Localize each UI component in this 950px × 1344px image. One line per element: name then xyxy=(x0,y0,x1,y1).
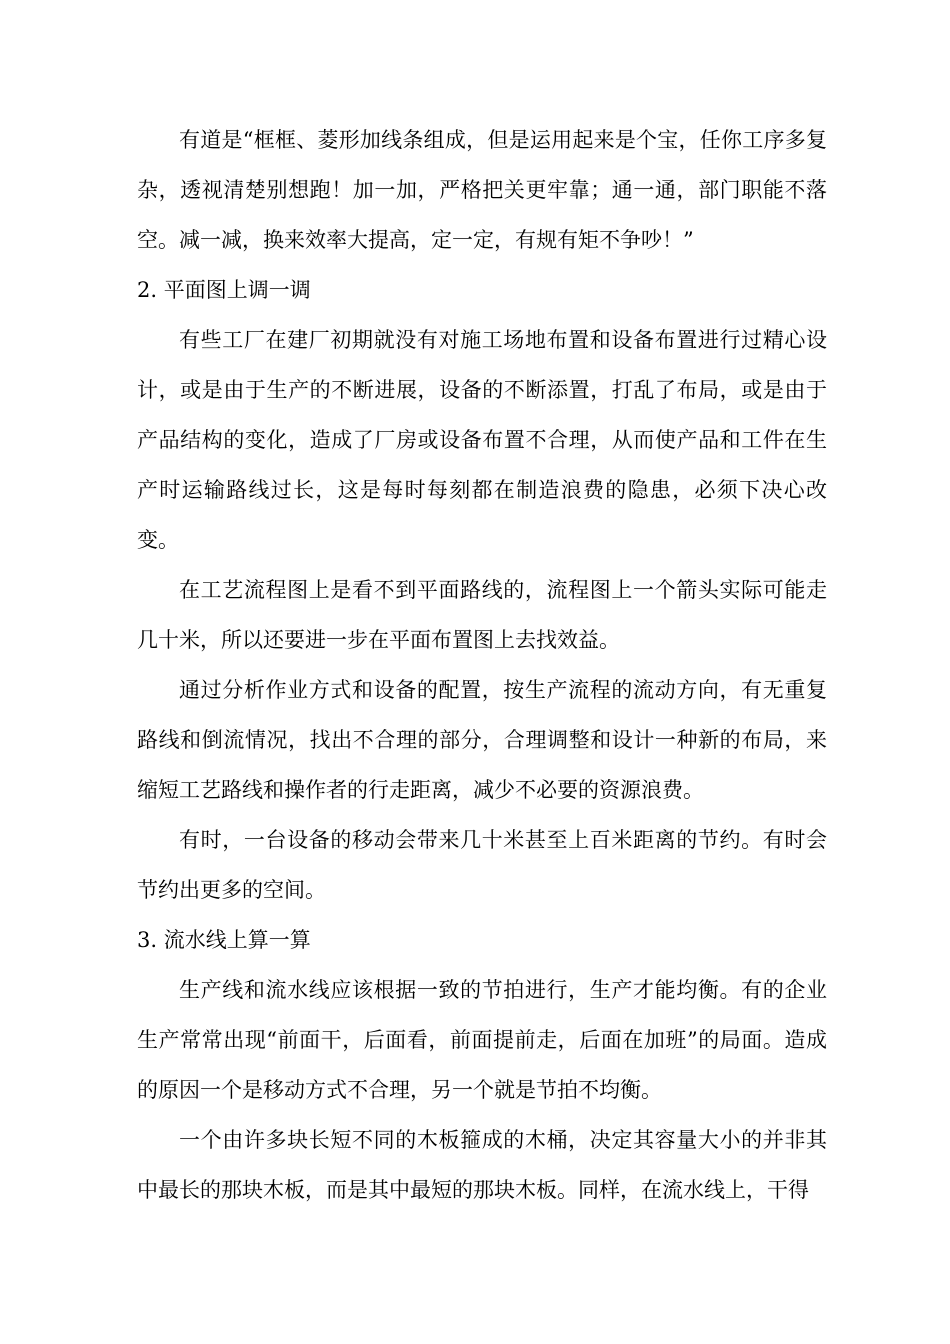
paragraph-flowchart-summary: 有道是“框框、菱形加线条组成，但是运用起来是个宝，任你工序多复杂，透视清楚别想跑！加一加，严格把关更牢靠；通一通，部门职能不落空。减一减，换来效率大提高，定一定，有规有矩不争吵！” xyxy=(137,128,827,252)
paragraph-barrel-analogy: 一个由许多块长短不同的木板箍成的木桶，决定其容量大小的并非其中最长的那块木板，而是其中最短的那块木板。同样，在流水线上，干得 xyxy=(137,1128,827,1202)
section-heading-assembly-line: 3. 流水线上算一算 xyxy=(137,928,311,952)
section-heading-floor-plan: 2. 平面图上调一调 xyxy=(137,278,311,302)
paragraph-takt-balance: 生产线和流水线应该根据一致的节拍进行，生产才能均衡。有的企业生产常常出现“前面干，后面看，前面提前走，后面在加班”的局面。造成的原因一个是移动方式不合理，另一个就是节拍不均衡。 xyxy=(137,978,827,1102)
paragraph-analysis: 通过分析作业方式和设备的配置，按生产流程的流动方向，有无重复路线和倒流情况，找出不合理的部分，合理调整和设计一种新的布局，来缩短工艺路线和操作者的行走距离，减少不必要的资源浪费。 xyxy=(137,678,827,802)
document-body xyxy=(137,115,827,1215)
paragraph-equipment-move: 有时，一台设备的移动会带来几十米甚至上百米距离的节约。有时会节约出更多的空间。 xyxy=(137,828,827,902)
paragraph-layout-problems: 有些工厂在建厂初期就没有对施工场地布置和设备布置进行过精心设计，或是由于生产的不断进展，设备的不断添置，打乱了布局，或是由于产品结构的变化，造成了厂房或设备布置不合理，从而使产品和工件在生产时运输路线过长，这是每时每刻都在制造浪费的隐患，必须下决心改变。 xyxy=(137,328,827,552)
paragraph-plan-view: 在工艺流程图上是看不到平面路线的，流程图上一个箭头实际可能走几十米，所以还要进一步在平面布置图上去找效益。 xyxy=(137,578,827,652)
